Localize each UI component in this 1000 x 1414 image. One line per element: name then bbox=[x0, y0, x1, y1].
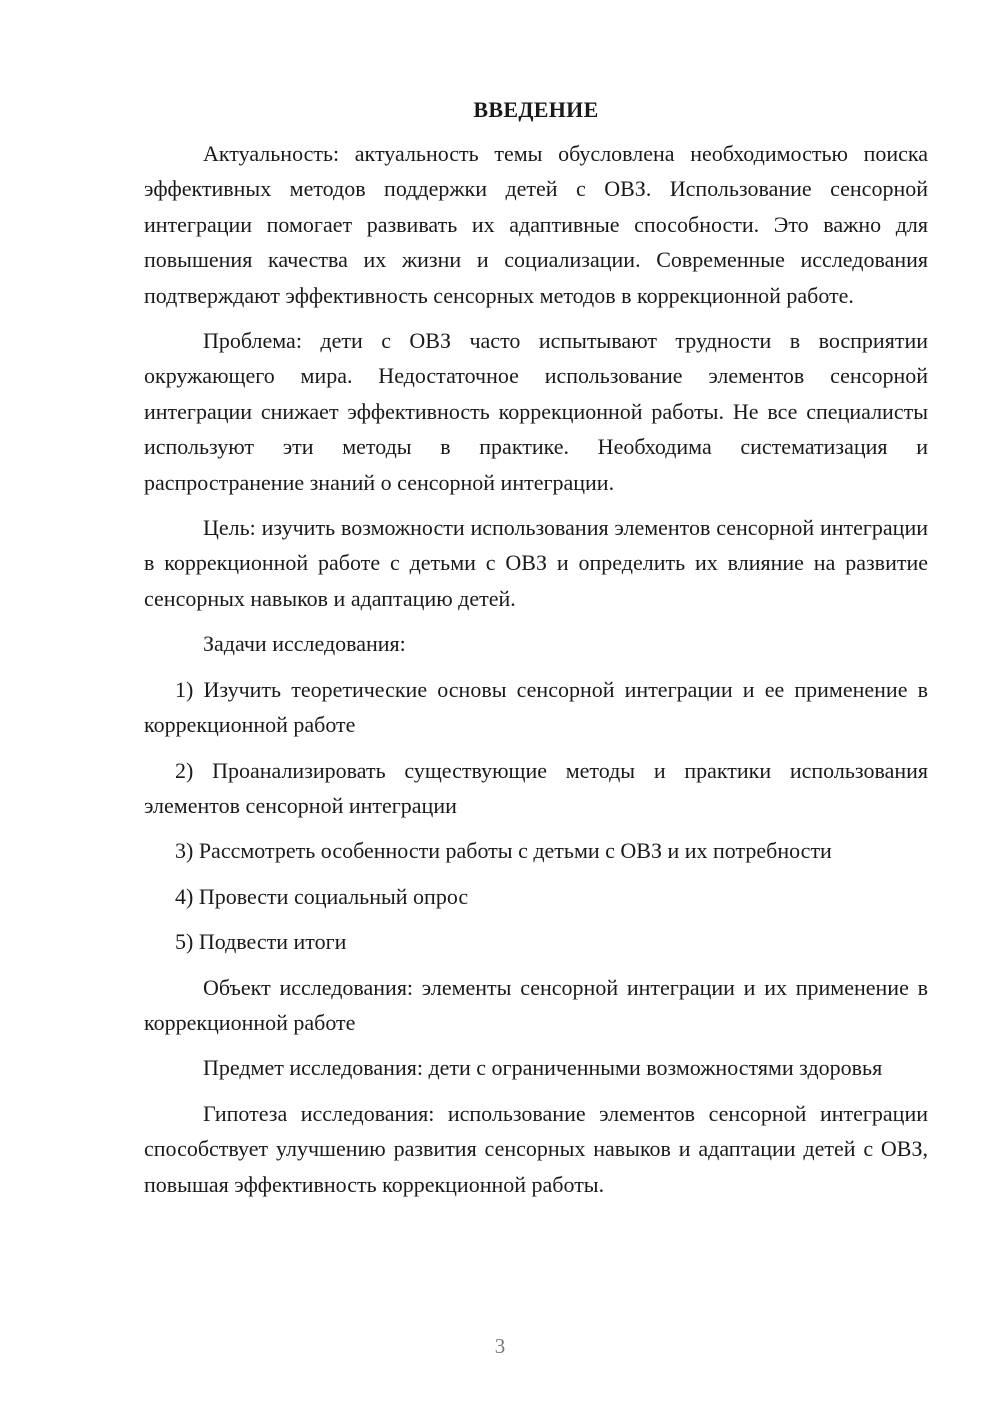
object-paragraph: Объект исследования: элементы сенсорной интеграции и их применение в коррекционной работе bbox=[144, 974, 928, 1035]
task-item-1: 1) Изучить теоретические основы сенсорной интеграции и ее применение в коррекционной работе bbox=[144, 676, 928, 738]
problem-paragraph: Проблема: дети с ОВЗ часто испытывают трудности в восприятии окружающего мира. Недостаточное использование элементов сенсорной интеграции снижает эффективность коррекционной работы. Не все специалисты используют эти методы в практике. Необходима систематизация и распространение знаний о сенсорной интеграции. bbox=[144, 328, 928, 495]
hypothesis-paragraph: Гипотеза исследования: использование элементов сенсорной интеграции способствует улучшению развития сенсорных навыков и адаптации детей с ОВЗ, повышая эффективность коррекционной работы. bbox=[144, 1100, 928, 1197]
goal-paragraph: Цель: изучить возможности использования элементов сенсорной интеграции в коррекционной работе с детьми с ОВЗ и определить их влияние на развитие сенсорных навыков и адаптацию детей. bbox=[144, 515, 928, 611]
relevance-paragraph: Актуальность: актуальность темы обусловлена необходимостью поиска эффективных методов поддержки детей с ОВЗ. Использование сенсорной интеграции помогает развивать их адаптивные способности. Это важно для повышения качества их жизни и социализации. Современные исследования подтверждают эффективность сенсорных методов в коррекционной работе. bbox=[144, 141, 928, 308]
task-item-5: 5) Подвести итоги bbox=[175, 929, 347, 955]
page-content bbox=[144, 92, 928, 1212]
page-number: 3 bbox=[494, 1334, 506, 1358]
task-item-2: 2) Проанализировать существующие методы и практики использования элементов сенсорной интеграции bbox=[144, 757, 928, 818]
task-item-3: 3) Рассмотреть особенности работы с детьми с ОВЗ и их потребности bbox=[175, 838, 832, 864]
tasks-heading: Задачи исследования: bbox=[203, 631, 406, 657]
task-item-4: 4) Провести социальный опрос bbox=[175, 883, 469, 909]
subject-paragraph: Предмет исследования: дети с ограниченными возможностями здоровья bbox=[203, 1055, 883, 1081]
section-title: ВВЕДЕНИЕ bbox=[473, 97, 599, 122]
